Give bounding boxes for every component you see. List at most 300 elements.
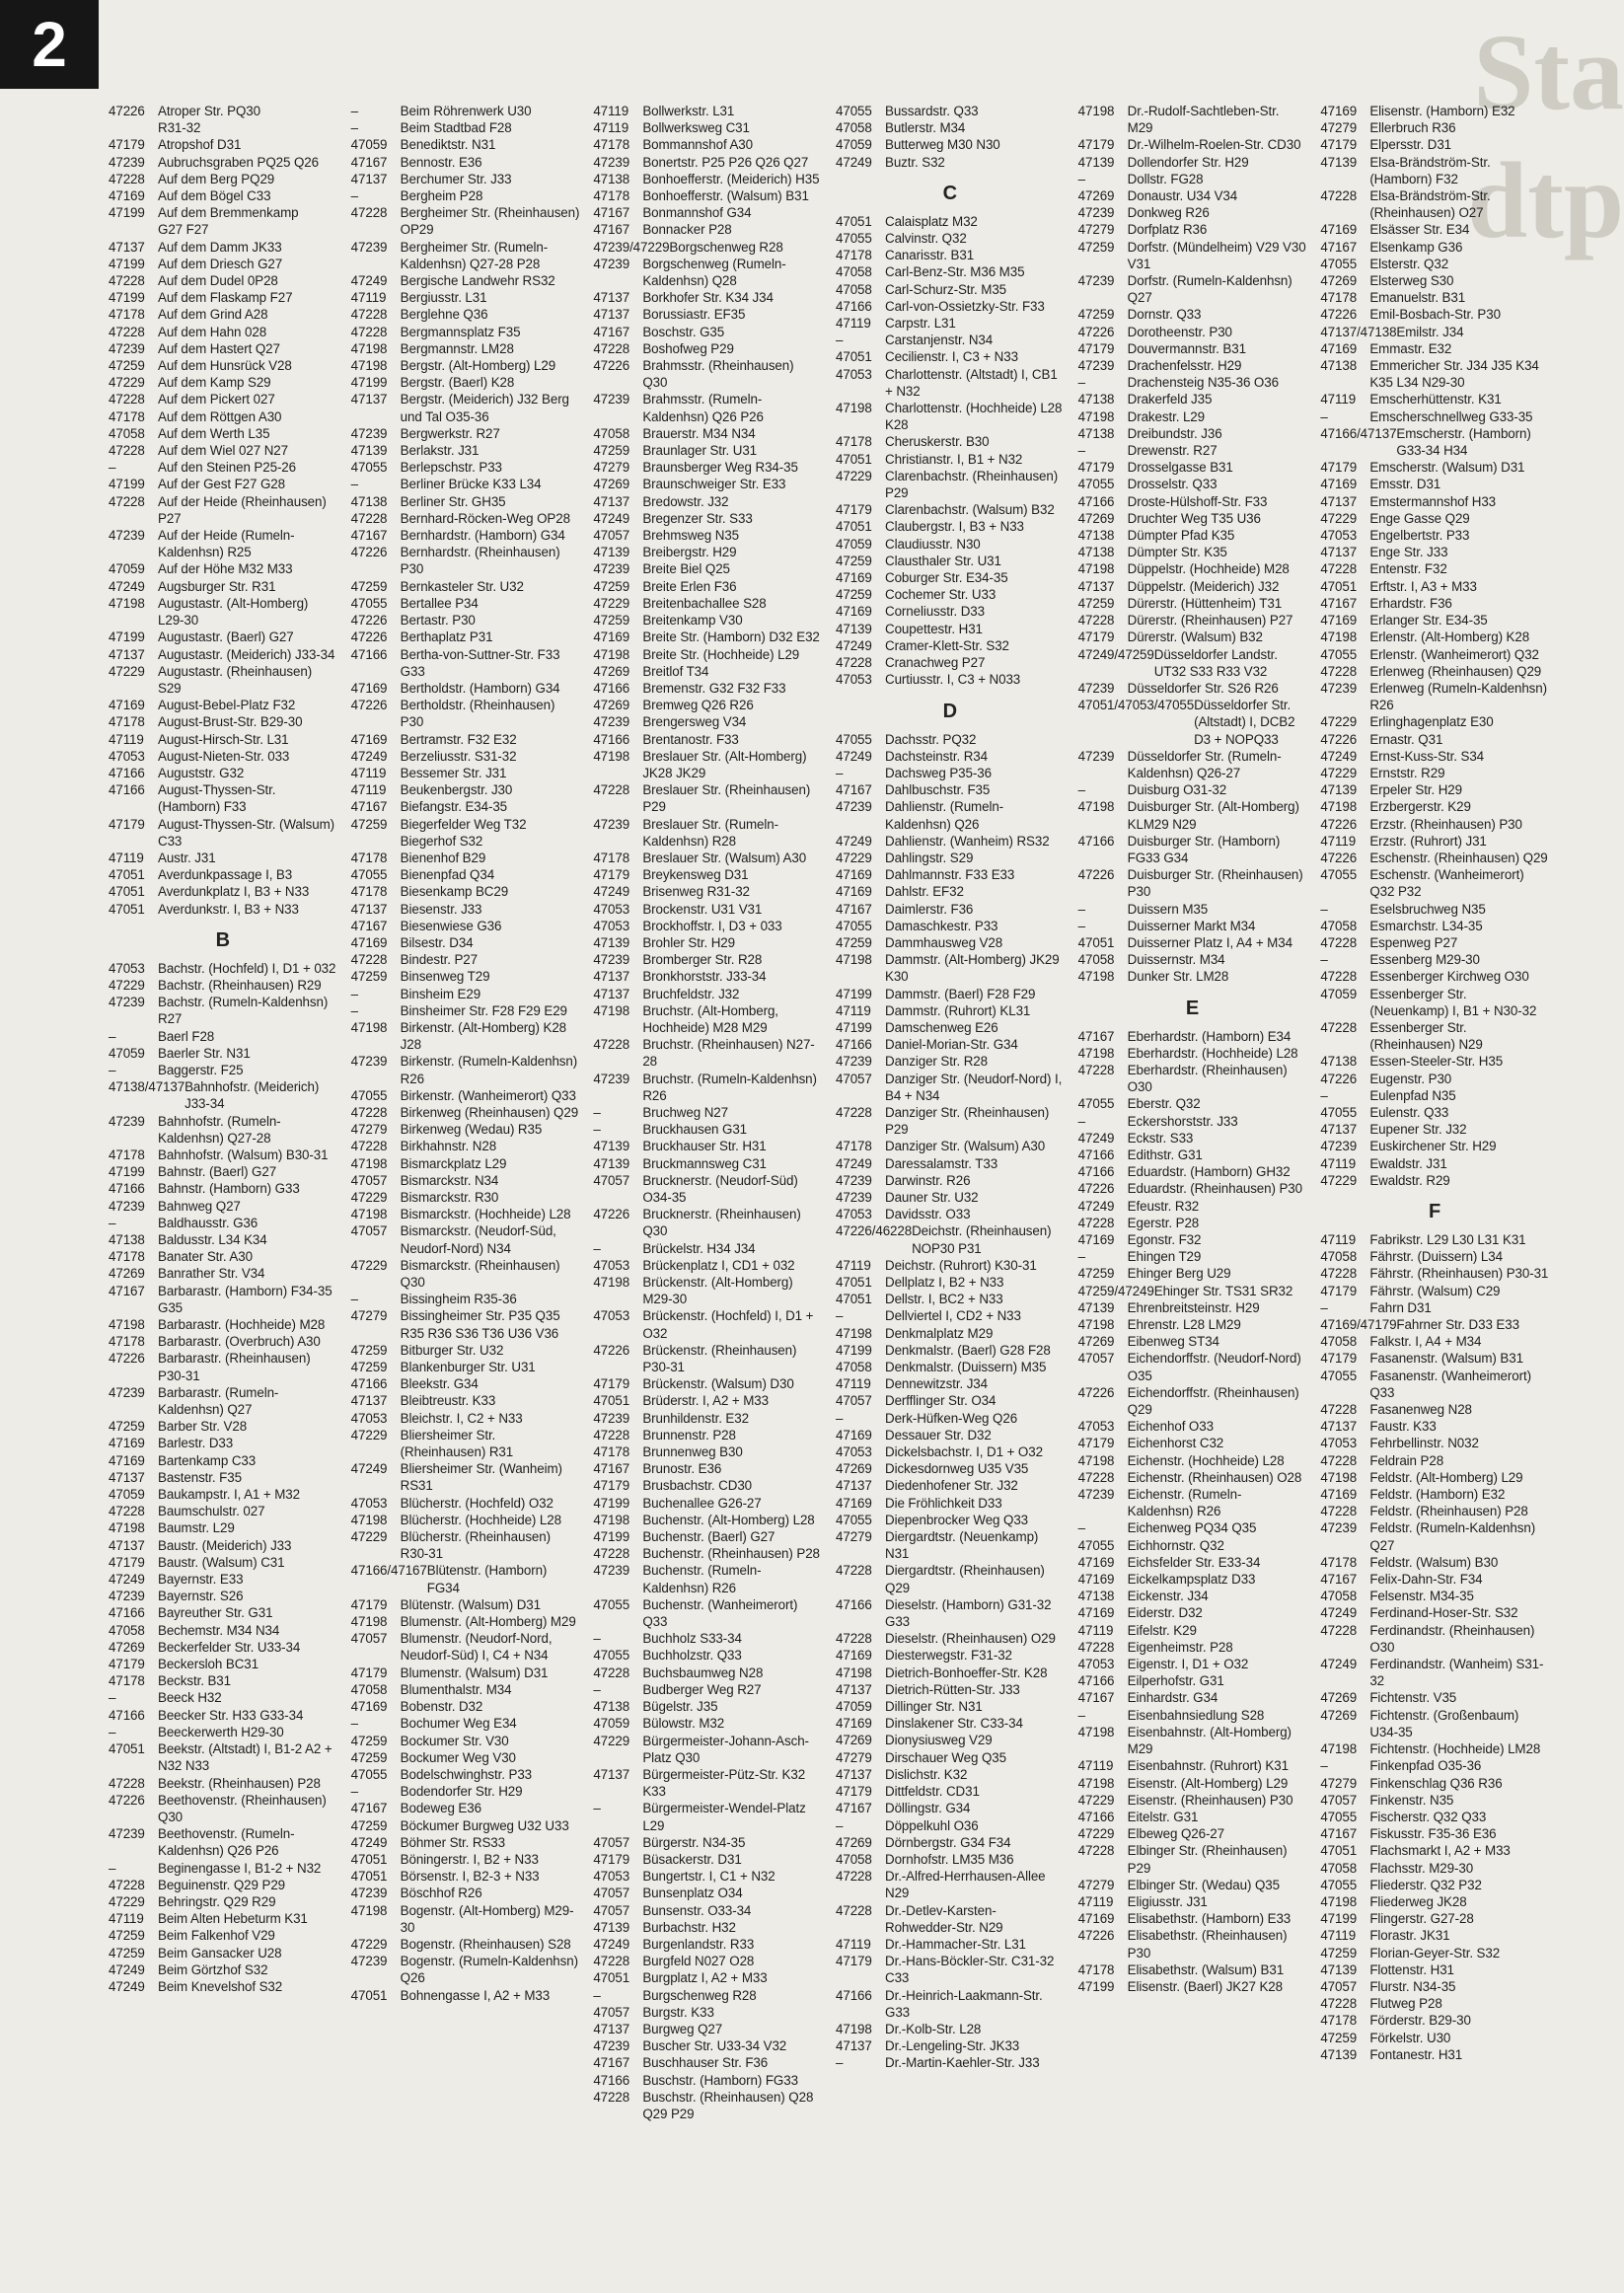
street-name: Eberhardstr. (Hochheide) L28: [1127, 1045, 1298, 1061]
postal-code: 47249: [109, 1572, 145, 1588]
index-column: [351, 103, 580, 2273]
street-entry: [1078, 560, 1307, 577]
street-name: Birkhahnstr. N28: [400, 1139, 497, 1154]
street-name: Engelbertstr. P33: [1369, 528, 1470, 544]
street-name: Augustastr. (Baerl) G27: [158, 629, 294, 645]
postal-code: 47055: [836, 731, 872, 747]
postal-code: 47169: [1320, 222, 1358, 238]
street-name: Augustastr. (Rheinhausen) S29: [158, 663, 313, 696]
street-entry: [1078, 306, 1307, 323]
postal-code: 47119: [1320, 1155, 1357, 1171]
street-entry: [351, 1291, 580, 1307]
street-name: Bismarckplatz L29: [400, 1155, 507, 1171]
postal-code: –: [593, 1104, 601, 1120]
street-entry: [593, 1596, 822, 1630]
postal-code: 47259: [109, 1419, 145, 1435]
postal-code: 47228: [350, 510, 388, 526]
postal-code: 47239: [109, 1113, 145, 1129]
postal-code: 47228: [1077, 613, 1115, 629]
street-entry: [1320, 357, 1549, 391]
street-name: Carpstr. L31: [885, 316, 956, 332]
street-name: Barbarastr. (Overbruch) A30: [158, 1334, 321, 1350]
postal-code: –: [350, 477, 359, 492]
street-name: Brückenstr. (Walsum) D30: [642, 1376, 794, 1392]
street-entry: [593, 2072, 822, 2089]
postal-code: 47226: [1320, 1071, 1358, 1086]
postal-code: 47228: [109, 493, 145, 509]
street-entry: [593, 663, 822, 680]
street-name: Beim Gansacker U28: [158, 1945, 282, 1960]
street-name: Dauner Str. U32: [885, 1189, 979, 1205]
street-name: Bügelstr. J35: [642, 1699, 718, 1715]
street-entry: [1320, 527, 1549, 544]
street-name: Eisenstr. (Alt-Homberg) L29: [1127, 1775, 1289, 1791]
street-entry: [351, 1392, 580, 1409]
street-name: Breitenbachallee S28: [642, 595, 767, 611]
street-entry: [1320, 1740, 1549, 1757]
street-entry: [836, 433, 1065, 450]
street-name: Böhmer Str. RS33: [400, 1834, 505, 1850]
street-name: Fahrn D31: [1369, 1299, 1432, 1315]
street-entry: [836, 918, 1065, 934]
postal-code: 47239: [593, 714, 630, 730]
postal-code: 47239: [109, 1826, 145, 1842]
postal-code: 47053: [593, 1869, 630, 1885]
street-entry: [836, 1189, 1065, 1206]
postal-code: 47269: [1077, 1334, 1115, 1350]
street-name: Dürerstr. (Walsum) B32: [1127, 629, 1263, 645]
street-entry: [351, 1189, 580, 1206]
street-name: Diedenhofener Str. J32: [885, 1478, 1018, 1494]
street-entry: [351, 459, 580, 476]
street-name: Breslauer Str. (Alt-Homberg) JK28 JK29: [642, 748, 807, 780]
postal-code: 47058: [836, 1360, 872, 1375]
postal-code: 47239: [1320, 680, 1358, 696]
street-name: Elisabethstr. (Hamborn) E33: [1127, 1911, 1292, 1927]
street-name: Bülowstr. M32: [642, 1716, 725, 1732]
postal-code: 47249: [836, 1155, 872, 1171]
postal-code: 47166: [109, 1181, 145, 1197]
street-entry: [351, 1206, 580, 1222]
street-name: Daniel-Morian-Str. G34: [885, 1037, 1018, 1053]
postal-code: 47198: [593, 1002, 630, 1018]
street-name: Dahlingstr. S29: [885, 850, 974, 865]
postal-code: 47179: [1320, 137, 1358, 153]
street-name: Cochemer Str. U33: [885, 587, 997, 603]
street-name: Berchumer Str. J33: [400, 171, 512, 186]
street-entry: [593, 493, 822, 510]
postal-code: 47058: [593, 425, 630, 441]
postal-code: 47249: [836, 748, 872, 764]
street-name: Beukenbergstr. J30: [400, 782, 513, 798]
street-entry: [109, 1537, 337, 1554]
street-name: Eichenhorst C32: [1127, 1436, 1224, 1451]
street-entry: [109, 748, 337, 765]
postal-code: 47178: [109, 408, 145, 424]
street-entry: [351, 765, 580, 781]
postal-code: –: [109, 460, 116, 476]
postal-code: 47058: [109, 425, 145, 441]
street-name: Ewaldstr. J31: [1369, 1155, 1447, 1171]
street-name: Dellstr. I, BC2 + N33: [885, 1292, 1003, 1307]
street-entry: [593, 476, 822, 492]
street-entry: [1320, 560, 1549, 577]
postal-code: 47228: [1077, 1062, 1115, 1077]
street-entry: [1078, 918, 1307, 934]
postal-code: –: [109, 1860, 116, 1876]
postal-code: 47229: [593, 1733, 630, 1748]
postal-code: 47166: [1077, 1809, 1115, 1824]
street-entry: [836, 1138, 1065, 1154]
postal-code: –: [1320, 901, 1328, 917]
postal-code: 47229: [350, 1936, 388, 1952]
street-entry: [1320, 1877, 1549, 1893]
postal-code: 47166: [593, 731, 630, 747]
street-entry: [1320, 1316, 1549, 1333]
street-name: Eckstr. S33: [1127, 1130, 1194, 1146]
street-name: Dittfeldstr. CD31: [885, 1784, 980, 1800]
street-entry: [1320, 901, 1549, 918]
street-entry: [1078, 1639, 1307, 1656]
street-entry: [351, 1698, 580, 1715]
street-name: Buschstr. (Rheinhausen) Q28 Q29 P29: [642, 2089, 814, 2121]
street-entry: [109, 1028, 337, 1045]
street-entry: [1320, 391, 1549, 407]
street-entry: [109, 1893, 337, 1910]
street-entry: [109, 850, 337, 866]
postal-code: 47119: [836, 1257, 871, 1273]
postal-code: 47259: [593, 443, 630, 459]
postal-code: 47239: [109, 995, 145, 1010]
postal-code: 47228: [593, 340, 630, 356]
postal-code: 47228: [1320, 1504, 1358, 1519]
street-name: Bohnengasse I, A2 + M33: [400, 1987, 551, 2003]
street-index-columns: [109, 103, 1549, 2273]
street-entry: [109, 239, 337, 256]
street-entry: [1078, 1775, 1307, 1792]
postal-code: 47169: [1077, 1605, 1115, 1621]
postal-code: 47198: [350, 340, 388, 356]
street-name: Breite Biel Q25: [642, 561, 730, 577]
postal-code: 47138: [593, 1699, 630, 1715]
street-name: Duisburger Str. (Rheinhausen) P30: [1127, 867, 1303, 900]
street-entry: [836, 315, 1065, 332]
index-column: [593, 103, 822, 2273]
postal-code: 47198: [109, 1317, 145, 1333]
street-name: Bleekstr. G34: [400, 1376, 479, 1392]
postal-code: 47269: [1320, 273, 1358, 289]
postal-code: 47226: [593, 358, 630, 374]
street-name: Boschstr. G35: [642, 324, 725, 339]
postal-code: 47228: [593, 1037, 630, 1053]
street-name: Erlenweg (Rheinhausen) Q29: [1369, 663, 1542, 679]
street-entry: [836, 2037, 1065, 2054]
street-name: Düsseldorfer Str. (Altstadt) I, DCB2 D3 + NOPQ33: [1194, 698, 1295, 747]
street-entry: [836, 1036, 1065, 1053]
street-entry: [351, 289, 580, 306]
postal-code: –: [350, 104, 359, 118]
street-name: Dellviertel I, CD2 + N33: [885, 1308, 1021, 1324]
street-entry: [1320, 154, 1549, 187]
street-entry: [593, 1495, 822, 1512]
postal-code: 47055: [836, 918, 872, 933]
postal-code: 47198: [1077, 1724, 1115, 1739]
postal-code: 47051: [836, 451, 872, 467]
postal-code: 47269: [593, 663, 630, 679]
street-name: Buschstr. (Hamborn) FG33: [642, 2072, 798, 2088]
street-entry: [351, 357, 580, 374]
street-entry: [593, 901, 822, 918]
postal-code: 47138: [1077, 545, 1115, 560]
street-entry: [109, 1435, 337, 1451]
postal-code: 47249: [836, 833, 872, 849]
postal-code: 47228: [1320, 1622, 1358, 1638]
street-name: Brückenstr. (Alt-Homberg) M29-30: [642, 1275, 793, 1307]
postal-code: 47057: [593, 528, 630, 544]
street-name: Brahmsstr. (Rheinhausen) Q30: [642, 358, 794, 391]
street-entry: [836, 671, 1065, 688]
street-entry: [593, 1936, 822, 1953]
postal-code: 47199: [109, 477, 145, 492]
street-name: Essenberg M29-30: [1369, 952, 1480, 968]
street-entry: [593, 1410, 822, 1427]
postal-code: –: [109, 1028, 116, 1044]
postal-code: 47051: [836, 1275, 872, 1290]
street-entry: [593, 1868, 822, 1885]
street-name: Buchenstr. (Rheinhausen) P28: [642, 1546, 820, 1562]
street-name: Berglehne Q36: [400, 307, 488, 323]
street-entry: [593, 697, 822, 713]
street-entry: [593, 1257, 822, 1274]
postal-code: 47055: [350, 595, 388, 611]
postal-code: 47179: [593, 1478, 630, 1494]
postal-code: 47055: [1320, 1104, 1358, 1120]
postal-code: 47059: [836, 137, 872, 153]
street-entry: [1078, 1469, 1307, 1486]
street-entry: [593, 2021, 822, 2037]
street-name: Fasanenstr. (Walsum) B31: [1369, 1351, 1523, 1367]
street-name: Bergstr. (Meiderich) J32 Berg und Tal O35-36: [400, 392, 569, 424]
postal-code: 47119: [109, 1911, 144, 1927]
postal-code: 47119: [1320, 1232, 1357, 1247]
street-entry: [1320, 2012, 1549, 2029]
street-entry: [109, 1452, 337, 1469]
street-entry: [351, 629, 580, 645]
postal-code: 47249: [1077, 1198, 1115, 1214]
street-entry: [109, 1469, 337, 1486]
street-entry: [109, 578, 337, 595]
street-name: Feldstr. (Rheinhausen) P28: [1369, 1504, 1528, 1519]
street-name: Fliederstr. Q32 P32: [1369, 1877, 1482, 1892]
street-name: Brohler Str. H29: [642, 934, 735, 950]
street-entry: [351, 595, 580, 612]
street-entry: [1320, 493, 1549, 510]
street-name: Bilsestr. D34: [400, 934, 474, 950]
postal-code: 47259: [350, 1733, 388, 1748]
street-name: Beecker Str. H33 G33-34: [158, 1707, 304, 1723]
street-name: Brunnenstr. P28: [642, 1427, 736, 1442]
postal-code: 47259: [350, 1342, 388, 1358]
street-entry: [836, 1495, 1065, 1512]
street-name: Cheruskerstr. B30: [885, 434, 990, 450]
street-name: Bahnhofstr. (Walsum) B30-31: [158, 1146, 329, 1162]
postal-code: 47198: [350, 1902, 388, 1918]
street-entry: [109, 1877, 337, 1893]
street-name: Dieselstr. (Rheinhausen) O29: [885, 1631, 1056, 1647]
street-entry: [836, 1834, 1065, 1851]
street-name: Diepenbrocker Weg Q33: [885, 1512, 1029, 1527]
postal-code: 47166: [1077, 493, 1115, 509]
street-name: Bussardstr. Q33: [885, 104, 979, 118]
street-entry: [351, 951, 580, 968]
street-entry: [109, 391, 337, 407]
street-name: Fährstr. (Duissern) L34: [1369, 1249, 1503, 1265]
postal-code: 47169: [109, 1452, 145, 1468]
postal-code: –: [1320, 952, 1328, 968]
postal-code: –: [836, 1410, 844, 1426]
postal-code: 47259: [350, 1749, 388, 1765]
postal-code: 47178: [836, 1139, 872, 1154]
postal-code: 47169: [836, 1427, 872, 1442]
postal-code: 47058: [1320, 1249, 1358, 1265]
street-entry: [593, 1477, 822, 1494]
postal-code: 47057: [350, 1223, 388, 1239]
street-entry: [1078, 1113, 1307, 1130]
postal-code: 47178: [1320, 290, 1358, 306]
postal-code: 47226: [1077, 324, 1115, 339]
street-entry: [109, 476, 337, 492]
street-entry: [593, 2089, 822, 2122]
postal-code: 47228: [350, 1139, 388, 1154]
street-name: Fischerstr. Q32 Q33: [1369, 1809, 1487, 1824]
postal-code: 47229: [1077, 1826, 1115, 1842]
street-name: Bronkhorststr. J33-34: [642, 969, 767, 985]
street-name: Finkenstr. N35: [1369, 1792, 1454, 1808]
postal-code: 47179: [593, 1851, 630, 1867]
postal-code: 47239: [593, 561, 630, 577]
street-entry: [593, 595, 822, 612]
street-name: Brehmsweg N35: [642, 528, 740, 544]
street-entry: [593, 1562, 822, 1595]
postal-code: 47228: [1320, 188, 1358, 204]
street-entry: [109, 408, 337, 425]
postal-code: 47169/47179: [1320, 1317, 1397, 1333]
street-entry: [836, 1071, 1065, 1104]
postal-code: 47167: [593, 1461, 630, 1477]
postal-code: 47166: [109, 765, 145, 780]
postal-code: 47169: [836, 1716, 872, 1732]
postal-code: 47226: [1077, 1384, 1115, 1400]
street-entry: [836, 748, 1065, 765]
postal-code: 47249: [350, 273, 388, 289]
street-entry: [1078, 1571, 1307, 1588]
street-name: Eitelstr. G31: [1127, 1809, 1199, 1824]
postal-code: 47053: [1077, 1419, 1115, 1435]
postal-code: 47167: [350, 528, 388, 544]
postal-code: 47055: [1077, 1096, 1115, 1112]
street-entry: [593, 560, 822, 577]
postal-code: 47059: [109, 561, 145, 577]
street-name: Breite Str. (Hochheide) L29: [642, 646, 800, 662]
postal-code: 47169: [109, 698, 145, 713]
street-name: Ferdinandstr. (Wanheim) S31-32: [1369, 1657, 1544, 1689]
street-name: Baukampstr. I, A1 + M32: [158, 1487, 300, 1503]
postal-code: 47259: [1320, 1945, 1358, 1960]
street-name: Burgschenweg R28: [642, 1987, 757, 2003]
street-name: Donaustr. U34 V34: [1127, 188, 1238, 204]
street-entry: [1078, 476, 1307, 492]
street-entry: [836, 451, 1065, 468]
street-entry: [109, 1910, 337, 1927]
street-name: Fährstr. (Rheinhausen) P30-31: [1369, 1266, 1549, 1282]
street-entry: [1320, 680, 1549, 713]
postal-code: 47139: [593, 545, 630, 560]
postal-code: 47166: [109, 782, 145, 798]
street-entry: [1320, 544, 1549, 560]
street-name: Baumstr. L29: [158, 1520, 235, 1536]
street-name: Bogenstr. (Rumeln-Kaldenhsn) Q26: [400, 1954, 578, 1986]
street-entry: [1078, 1978, 1307, 1995]
street-entry: [109, 1656, 337, 1672]
postal-code: 47259: [836, 553, 872, 568]
street-entry: [1320, 816, 1549, 833]
postal-code: –: [1077, 1707, 1086, 1723]
postal-code: 47239: [593, 2038, 630, 2054]
street-entry: [1320, 1503, 1549, 1519]
postal-code: 47179: [836, 1954, 872, 1969]
street-name: Bernhardstr. (Hamborn) G34: [400, 528, 565, 544]
street-name: Deichstr. (Rheinhausen) NOP30 P31: [912, 1223, 1052, 1256]
street-entry: [1078, 1927, 1307, 1960]
street-name: Daressalamstr. T33: [885, 1155, 998, 1171]
street-entry: [109, 560, 337, 577]
street-name: Bachstr. (Hochfeld) I, D1 + 032: [158, 960, 336, 976]
street-name: Barbarastr. (Hochheide) M28: [158, 1317, 326, 1333]
postal-code: 47053: [593, 901, 630, 917]
street-entry: [836, 798, 1065, 832]
postal-code: 47239: [593, 154, 630, 170]
street-name: Auf dem Pickert 027: [158, 392, 275, 407]
street-entry: [109, 136, 337, 153]
postal-code: 47228: [1077, 1843, 1115, 1859]
postal-code: 47239: [593, 1410, 630, 1426]
street-name: Danziger Str. R28: [885, 1054, 988, 1070]
street-name: Brisenweg R31-32: [642, 884, 750, 900]
street-name: Clarenbachstr. (Walsum) B32: [885, 502, 1055, 518]
street-name: Birkenweg (Rheinhausen) Q29: [400, 1104, 579, 1120]
street-name: Bernkasteler Str. U32: [400, 578, 524, 594]
street-name: Büsackerstr. D31: [642, 1851, 742, 1867]
street-name: Aubruchsgraben PQ25 Q26: [158, 154, 319, 170]
street-name: Bodelschwinghstr. P33: [400, 1766, 533, 1782]
postal-code: 47055: [593, 1596, 630, 1612]
postal-code: 47058: [1320, 1860, 1358, 1876]
street-name: Bockumer Weg V30: [400, 1749, 516, 1765]
street-entry: [109, 663, 337, 697]
street-name: Die Fröhlichkeit D33: [885, 1495, 1002, 1511]
street-entry: [1320, 1486, 1549, 1503]
postal-code: 47055: [1320, 646, 1358, 662]
street-entry: [1078, 833, 1307, 866]
postal-code: 47198: [350, 1019, 388, 1035]
postal-code: 47137: [593, 986, 630, 1001]
street-entry: [836, 1257, 1065, 1274]
postal-code: 47058: [836, 264, 872, 280]
street-name: Elbinger Str. (Wedau) Q35: [1127, 1877, 1280, 1892]
postal-code: 47179: [593, 867, 630, 883]
postal-code: 47228: [1320, 1402, 1358, 1418]
street-entry: [1078, 391, 1307, 407]
